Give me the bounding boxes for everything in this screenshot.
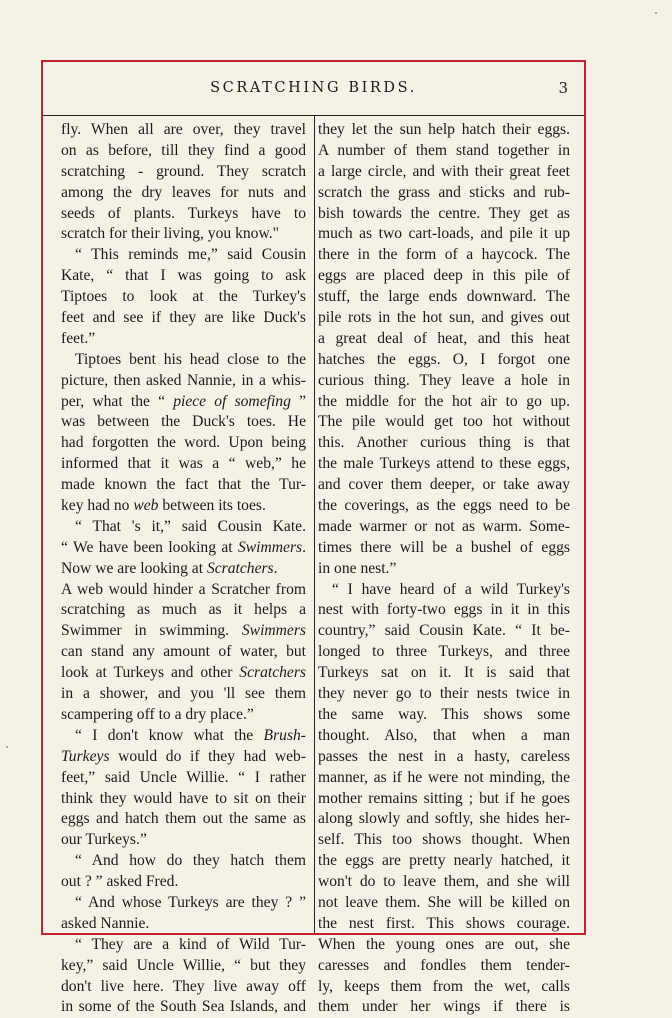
text-line: curious thing. They leave a hole in — [318, 371, 570, 389]
text-line: among the dry leaves for nuts and — [61, 183, 306, 201]
text-line: scratching as much as it helps a — [61, 601, 306, 619]
text-line: in a shower, and you 'll see them — [61, 685, 306, 703]
text-line: asked Nannie. — [61, 914, 150, 932]
left-column — [61, 120, 306, 1018]
text-line: Kate, “ that I was going to ask — [61, 267, 306, 285]
text-line: per, what the “ piece of somefing ” — [61, 392, 306, 410]
page-border — [41, 60, 586, 1016]
text-line: can stand any amount of water, but — [61, 643, 306, 661]
text-line: Turkeys would do if they had web- — [61, 747, 306, 765]
text-line: the coverings, as the eggs need to be — [318, 497, 570, 515]
running-title: SCRATCHING BIRDS. — [210, 80, 417, 96]
text-line: the nest first. This shows courage. — [318, 914, 570, 932]
text-line: this. Another curious thing is that — [318, 434, 570, 452]
text-line: a large circle, and with their great feet — [318, 162, 570, 180]
text-line: eggs and hatch them out the same as — [61, 810, 306, 828]
text-line: picture, then asked Nannie, in a whis- — [61, 371, 306, 389]
text-line: country,” said Cousin Kate. “ It be- — [318, 622, 570, 640]
text-line: stuff, the large ends downward. The — [318, 288, 570, 306]
text-line: self. This too shows thought. When — [318, 831, 570, 849]
text-line: mother remains sitting ; but if he goes — [318, 789, 570, 807]
text-line: in one nest.” — [318, 559, 397, 577]
text-line: Tiptoes bent his head close to the — [75, 350, 306, 368]
right-column — [318, 120, 570, 1018]
text-line: them under her wings if there is — [318, 998, 570, 1016]
text-line: the eggs are pretty nearly hatched, it — [318, 852, 570, 870]
text-line: our Turkeys.” — [61, 831, 147, 849]
text-line: key had no web between its toes. — [61, 497, 266, 515]
text-line: think they would have to sit on their — [61, 789, 306, 807]
text-line: A number of them stand together in — [318, 141, 570, 159]
text-line: and cover them deeper, or take away — [318, 476, 570, 494]
text-line: Tiptoes to look at the Turkey's — [61, 288, 306, 306]
text-line: along slowly and softly, she hides her- — [318, 810, 570, 828]
text-line: pile rots in the hot sun, and gives out — [318, 309, 570, 327]
column-divider — [314, 115, 315, 933]
text-line: manner, as if he were not minding, the — [318, 768, 570, 786]
text-line: key,” said Uncle Willie, “ but they — [61, 956, 306, 974]
text-line: won't do to leave them, and she will — [318, 873, 570, 891]
text-line: on as before, till they find a good — [61, 141, 306, 159]
text-line: Now we are looking at Scratchers. — [61, 559, 278, 577]
text-line: not leave them. She will be killed on — [318, 893, 570, 911]
text-line: the middle for the hot air to go up. — [318, 392, 570, 410]
text-line: Turkeys sat on it. It is said that — [318, 664, 570, 682]
text-line: When the young ones are out, she — [318, 935, 570, 953]
text-line: look at Turkeys and other Scratchers — [61, 664, 306, 682]
text-line: feet,” said Uncle Willie. “ I rather — [61, 768, 306, 786]
text-line: Swimmer in swimming. Swimmers — [61, 622, 306, 640]
paper-speck — [655, 12, 657, 14]
text-line: “ I don't know what the Brush- — [75, 726, 306, 744]
text-line: informed that it was a “ web,” he — [61, 455, 306, 473]
text-line: they let the sun help hatch their eggs. — [318, 121, 570, 138]
text-line: made warmer or not as warm. Some- — [318, 517, 570, 535]
text-line: seeds of plants. Turkeys have to — [61, 204, 306, 222]
text-line: was between the Duck's toes. He — [61, 413, 306, 431]
text-line: hatches the eggs. O, I forgot one — [318, 350, 570, 368]
text-line: A web would hinder a Scratcher from — [61, 580, 306, 598]
text-line: thought. Also, that when a man — [318, 726, 570, 744]
text-line: had forgotten the word. Upon being — [61, 434, 306, 452]
text-line: out ? ” asked Fred. — [61, 873, 179, 891]
text-line: times there will be a bushel of eggs — [318, 538, 570, 556]
text-line: eggs are placed deep in this pile of — [318, 267, 570, 285]
text-line: don't live here. They live away off — [61, 977, 306, 995]
text-line: “ We have been looking at Swimmers. — [61, 538, 306, 556]
text-line: “ This reminds me,” said Cousin — [75, 246, 306, 264]
text-line: feet and see if they are like Duck's — [61, 309, 306, 327]
text-line: bish towards the centre. They get as — [318, 204, 570, 222]
text-line: scampering off to a dry place.” — [61, 705, 254, 723]
text-line: “ They are a kind of Wild Tur- — [75, 935, 306, 953]
page-header — [43, 62, 584, 116]
text-line: longed to three Turkeys, and three — [318, 643, 570, 661]
text-line: much as two cart-loads, and pile it up — [318, 225, 570, 243]
text-line: a great deal of heat, and this heat — [318, 329, 570, 347]
text-line: “ I have heard of a wild Turkey's — [332, 580, 570, 598]
text-line: scratch for their living, you know." — [61, 225, 279, 243]
text-line: The pile would get too hot without — [318, 413, 570, 431]
page-number: 3 — [558, 79, 568, 97]
paper-speck — [6, 746, 8, 748]
text-line: made known the fact that the Tur- — [61, 476, 306, 494]
text-line: ly, keeps them from the wet, calls — [318, 977, 570, 995]
text-line: fly. When all are over, they travel — [61, 121, 306, 138]
text-line: scratching - ground. They scratch — [61, 162, 306, 180]
text-line: there in the form of a haycock. The — [318, 246, 570, 264]
text-line: nest with forty-two eggs in it in this — [318, 601, 570, 619]
text-line: “ That 's it,” said Cousin Kate. — [75, 517, 306, 535]
text-line: “ And how do they hatch them — [75, 852, 306, 870]
text-line: in some of the South Sea Islands, and — [61, 998, 306, 1016]
text-line: caresses and fondles them tender- — [318, 956, 570, 974]
text-line: passes the nest in a hasty, careless — [318, 747, 570, 765]
text-line: the male Turkeys attend to these eggs, — [318, 455, 570, 473]
text-line: feet.” — [61, 329, 96, 347]
text-line: the same way. This shows some — [318, 705, 570, 723]
text-line: they never go to their nests twice in — [318, 685, 570, 703]
text-line: scratch the grass and sticks and rub- — [318, 183, 570, 201]
text-line: “ And whose Turkeys are they ? ” — [75, 893, 306, 911]
